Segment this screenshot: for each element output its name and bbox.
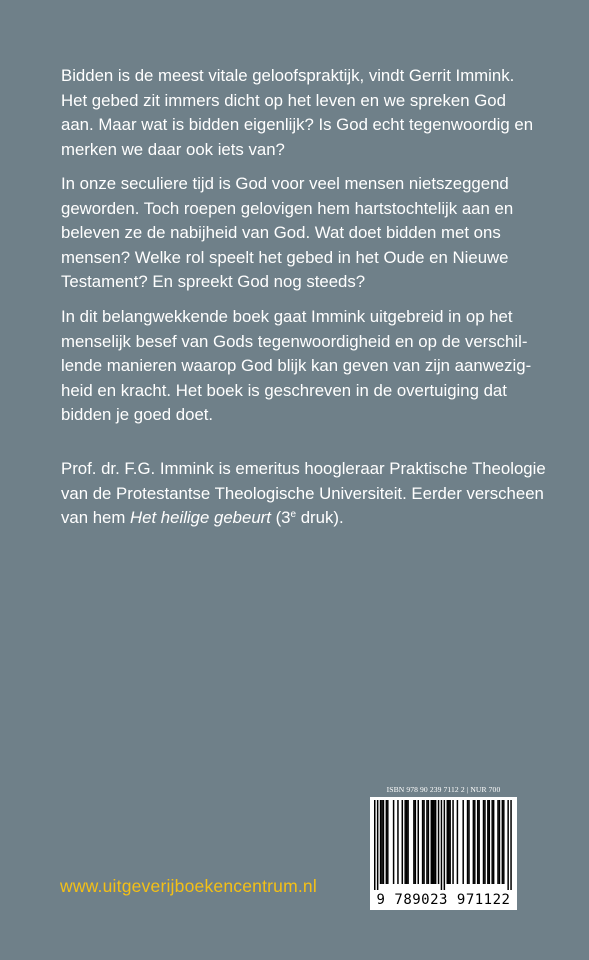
barcode-bar [386, 800, 388, 884]
bio-prefix: van hem [61, 508, 131, 527]
barcode-bar [407, 800, 409, 884]
text-line: Het gebed zit immers dicht op het leven en we spreken God [61, 90, 506, 110]
barcode-bar [377, 800, 379, 890]
barcode-bar [441, 800, 443, 890]
barcode-bar [433, 800, 435, 884]
barcode-bar [447, 800, 449, 884]
barcode-bar [438, 800, 440, 884]
isbn-barcode-area [370, 785, 517, 910]
text-line: menselijk besef van Gods tegenwoordigheid en op de verschil- [61, 331, 528, 351]
barcode-bar [428, 800, 430, 884]
text-line: van de Protestantse Theologische Universiteit. Eerder verscheen [61, 483, 544, 503]
barcode-bar [431, 800, 433, 884]
barcode-bar [499, 800, 501, 884]
barcode-bar [487, 800, 489, 884]
barcode-bar [462, 800, 464, 884]
text-line: beleven ze de nabijheid van God. Wat doet bidden met ons [61, 223, 501, 242]
barcode-bar [383, 800, 385, 884]
barcode-bar [477, 800, 479, 884]
barcode-digits: 9 789023 971122 [376, 892, 511, 908]
text-line [61, 506, 541, 531]
barcode-bar [489, 800, 491, 884]
text-line: mensen? Welke rol speelt het gebed in het Oude en Nieuwe [61, 247, 509, 267]
previous-book-title: Het heilige gebeurt [130, 508, 271, 527]
barcode-bar [415, 800, 417, 884]
barcode-bar [432, 800, 434, 884]
text-line: lende manieren waarop God blijk kan geven van zijn aanwezig- [61, 356, 532, 375]
text-line: In dit belangwekkende boek gaat Immink uitgebreid in op het [61, 307, 513, 326]
text-line: Bidden is de meest vitale geloofspraktijk, vindt Gerrit Immink. [61, 66, 515, 85]
text-line: geworden. Toch roepen gelovigen hem hartstochtelijk aan en [61, 198, 514, 218]
publisher-website-link[interactable]: www.uitgeverijboekencentrum.nl [60, 876, 317, 896]
barcode-bar [452, 800, 454, 884]
barcode-bar [502, 800, 504, 884]
barcode-bar [491, 800, 493, 884]
isbn-nur-label: ISBN 978 90 239 7112 2 | NUR 700 [386, 785, 501, 794]
barcode-bar [393, 800, 395, 884]
barcode-bar [435, 800, 437, 884]
barcode-bar [406, 800, 408, 884]
barcode-bar [467, 800, 469, 884]
barcode-bar [374, 800, 376, 890]
barcode-bar [381, 800, 383, 884]
barcode-bar [457, 800, 459, 884]
paragraph-secular-time [61, 172, 541, 295]
barcode-bar [503, 800, 505, 884]
barcode-icon [372, 800, 515, 890]
barcode-bar [397, 800, 399, 884]
barcode-bar [380, 800, 382, 884]
barcode-bar [422, 800, 424, 884]
barcode-bar [387, 800, 389, 884]
barcode-bar [418, 800, 420, 884]
barcode-bar [448, 800, 450, 884]
text-line: Testament? En spreekt God nog steeds? [61, 272, 366, 291]
paragraph-book-summary [61, 305, 541, 428]
text-line: bidden je goed doet. [61, 405, 214, 424]
barcode-box [370, 797, 517, 910]
barcode-bar [473, 800, 475, 884]
text-line: heid en kracht. Het boek is geschreven in de overtuiging dat [61, 380, 507, 400]
barcode-bar [449, 800, 451, 884]
barcode-bar [483, 800, 485, 884]
paragraph-intro [61, 64, 541, 162]
barcode-bar [413, 800, 415, 884]
barcode-bar [510, 800, 512, 890]
edition-open: (3 [270, 508, 291, 527]
barcode-bar [468, 800, 470, 884]
barcode-bar [484, 800, 486, 884]
text-line: Prof. dr. F.G. Immink is emeritus hoogleraar Praktische Theologie [61, 459, 546, 478]
barcode-bar [402, 800, 404, 884]
author-bio [61, 457, 546, 531]
barcode-bar [493, 800, 495, 884]
barcode-bar [497, 800, 499, 884]
text-line: aan. Maar wat is bidden eigenlijk? Is God echt tegenwoordig en [61, 115, 534, 134]
barcode-bar [444, 800, 446, 890]
barcode-bar [474, 800, 476, 884]
barcode-bar [404, 800, 406, 884]
text-line: In onze seculiere tijd is God voor veel mensen nietszeggend [61, 174, 509, 193]
edition-superscript: e [290, 509, 297, 520]
barcode-bar [478, 800, 480, 884]
barcode-bar [423, 800, 425, 884]
barcode-bar [507, 800, 509, 890]
barcode-bar [426, 800, 428, 884]
edition-close: druk). [296, 508, 344, 527]
text-line: merken we daar ook iets van? [61, 139, 285, 159]
